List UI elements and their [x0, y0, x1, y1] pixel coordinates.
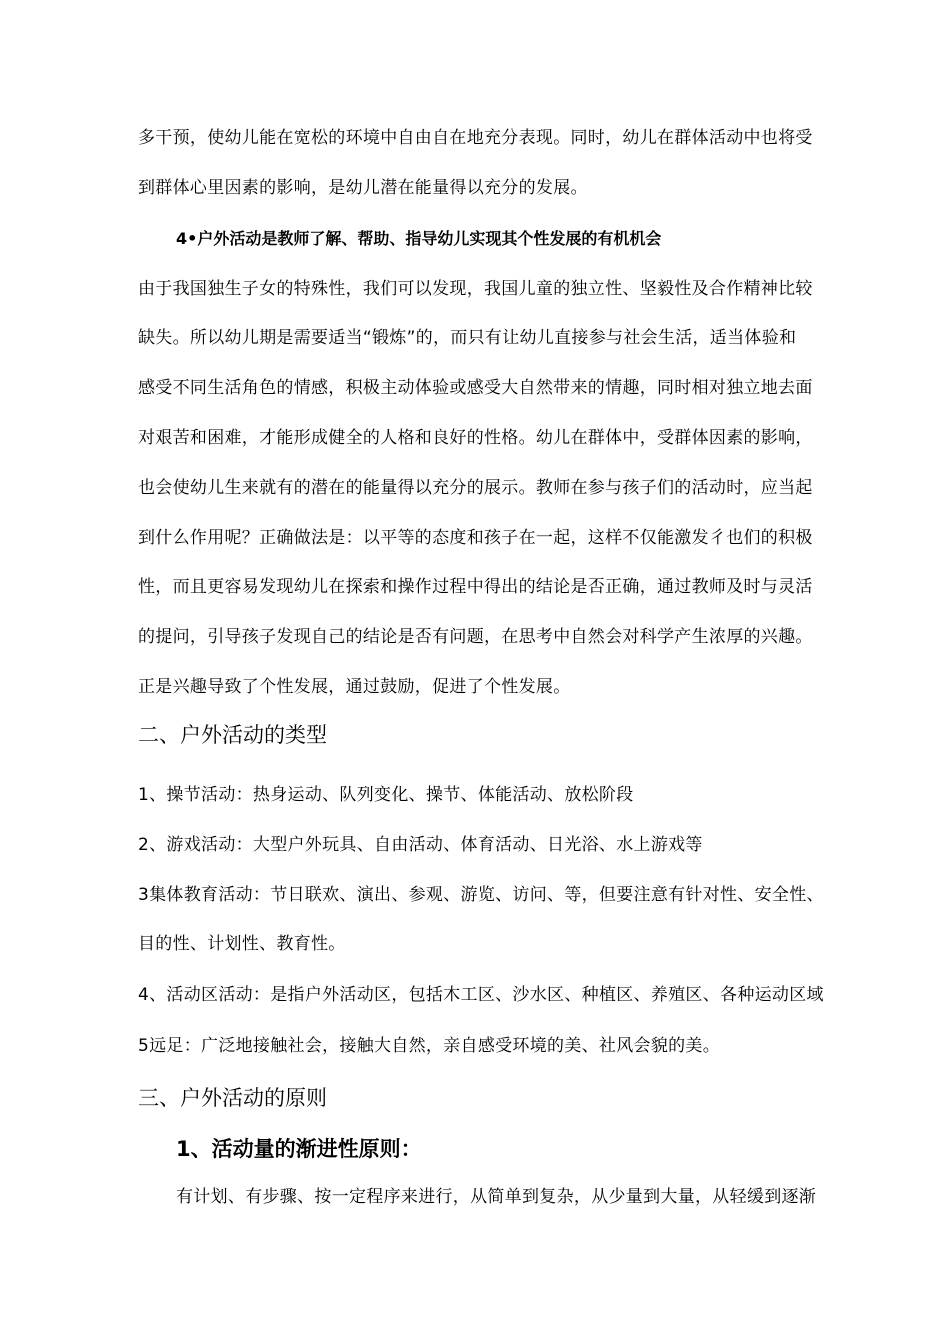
paragraph-line: 的提问，引导孩子发现自己的结论是否有问题，在思考中自然会对科学产生浓厚的兴趣。: [138, 627, 813, 647]
subheading-4: 4•户外活动是教师了解、帮助、指导幼儿实现其个性发展的有机机会: [176, 229, 662, 248]
paragraph-line: 到群体心里因素的影响，是幼儿潜在能量得以充分的发展。: [138, 178, 588, 198]
list-item: 2、游戏活动：大型户外玩具、自由活动、体育活动、日光浴、水上游戏等: [138, 835, 703, 855]
paragraph-line: 缺失。所以幼儿期是需要适当“锻炼”的，而只有让幼儿直接参与社会生活，适当体验和: [138, 328, 797, 348]
paragraph-line: 性，而且更容易发现幼儿在探索和操作过程中得出的结论是否正确，通过教师及时与灵活: [138, 577, 813, 597]
paragraph-line: 由于我国独生子女的特殊性，我们可以发现，我国儿童的独立性、坚毅性及合作精神比较: [138, 279, 813, 299]
list-item: 5远足：广泛地接触社会，接触大自然，亲自感受环境的美、社风会貌的美。: [138, 1036, 721, 1056]
paragraph-line: 多干预，使幼儿能在宽松的环境中自由自在地充分表现。同时，幼儿在群体活动中也将受: [138, 128, 813, 148]
list-item: 1、操节活动：热身运动、队列变化、操节、体能活动、放松阶段: [138, 785, 634, 805]
section-3-heading: 三、户外活动的原则: [138, 1086, 327, 1110]
section-2-heading: 二、户外活动的类型: [138, 723, 327, 747]
list-item: 目的性、计划性、教育性。: [138, 934, 346, 954]
paragraph-line: 感受不同生活角色的情感，积极主动体验或感受大自然带来的情趣，同时相对独立地去面: [138, 378, 813, 398]
paragraph-line: 对艰苦和困难，才能形成健全的人格和良好的性格。幼儿在群体中，受群体因素的影响，: [138, 428, 813, 448]
section-3-subheading: 1、活动量的渐进性原则：: [176, 1137, 422, 1161]
paragraph-line: 也会使幼儿生来就有的潜在的能量得以充分的展示。教师在参与孩子们的活动时，应当起: [138, 478, 813, 498]
paragraph-line: 有计划、有步骤、按一定程序来进行，从简单到复杂，从少量到大量，从轻缓到逐渐: [176, 1187, 817, 1207]
list-item: 3集体教育活动：节日联欢、演出、参观、游览、访问、等，但要注意有针对性、安全性、: [138, 885, 824, 905]
paragraph-line: 到什么作用呢？正确做法是：以平等的态度和孩子在一起，这样不仅能激发彳也们的积极: [138, 528, 813, 548]
list-item: 4、活动区活动：是指户外活动区，包括木工区、沙水区、种植区、养殖区、各种运动区域: [138, 985, 824, 1005]
paragraph-line: 正是兴趣导致了个性发展，通过鼓励，促进了个性发展。: [138, 677, 571, 697]
